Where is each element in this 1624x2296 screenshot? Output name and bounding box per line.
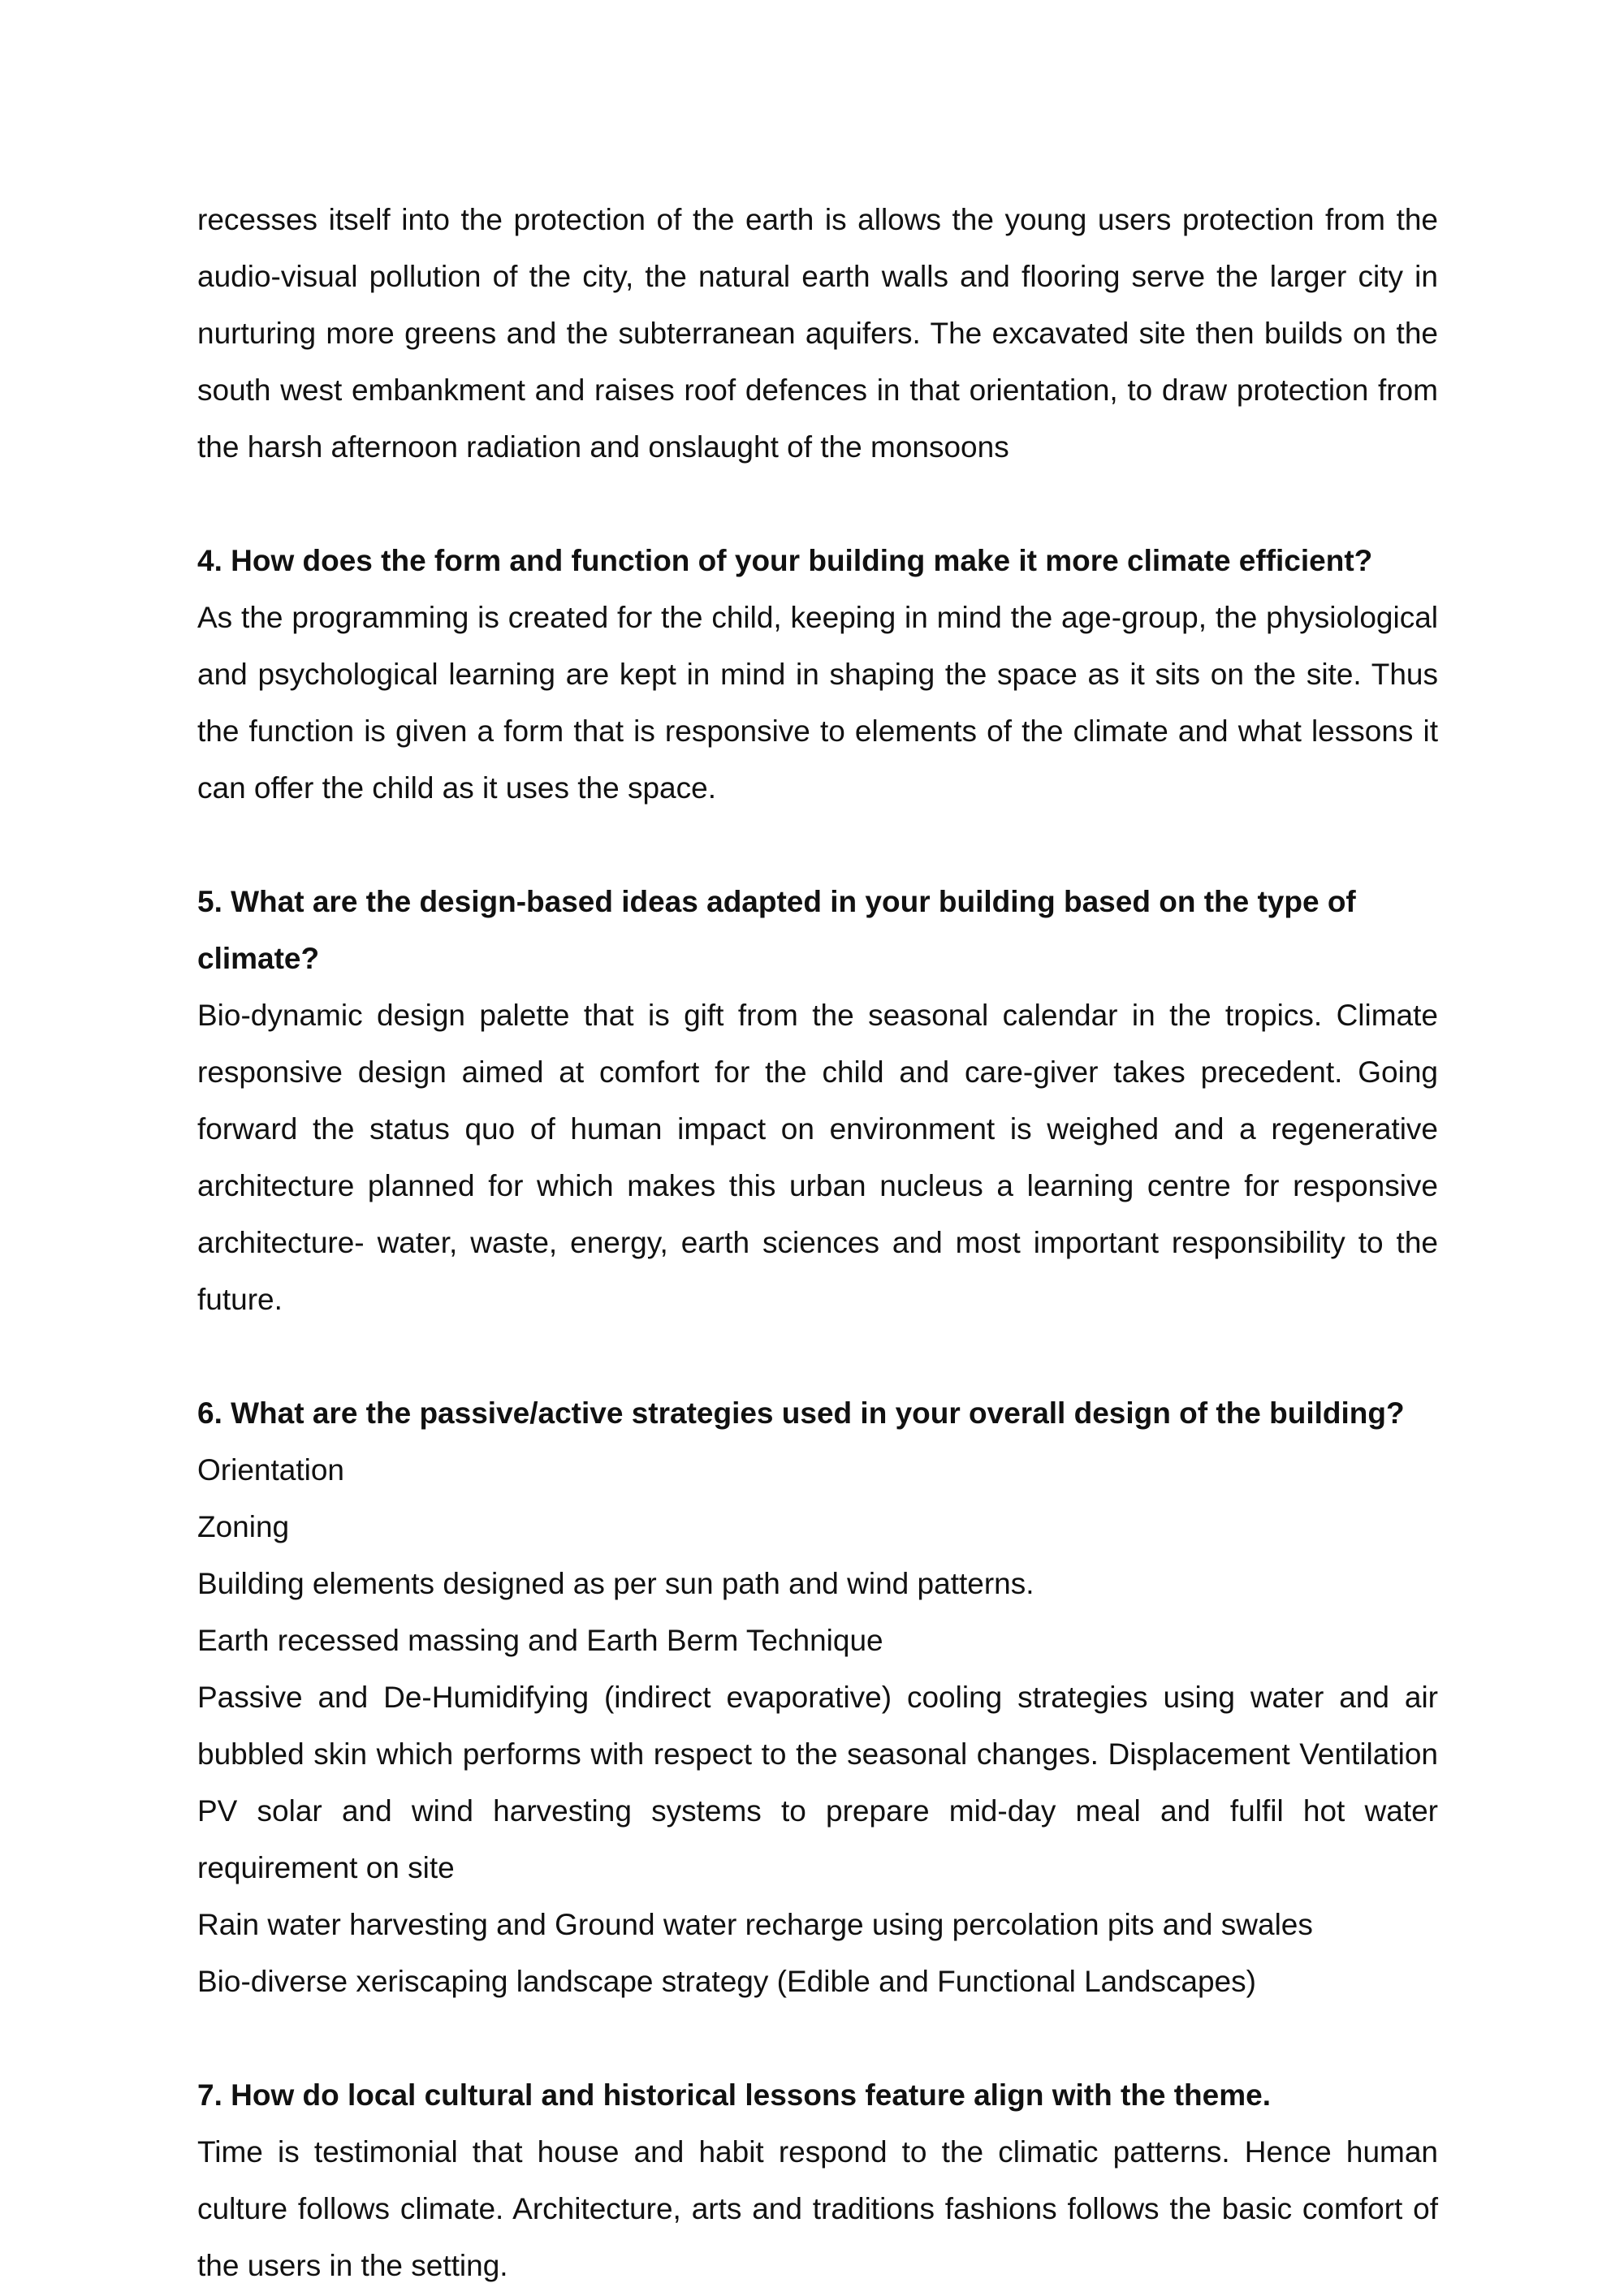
document-page — [197, 192, 1438, 2294]
question-6-heading: 6. What are the passive/active strategies used in your overall design of the building? — [197, 1396, 1405, 1430]
strategy-item-rain-water: Rain water harvesting and Ground water recharge using percolation pits and swales — [197, 1908, 1313, 1941]
question-7-answer: Time is testimonial that house and habit respond to the climatic patterns. Hence human culture follows climate. Architecture, arts and traditions fashions follows the basic comfort of the users in the setting. — [197, 2135, 1438, 2282]
question-4-section — [197, 533, 1438, 817]
question-7-section — [197, 2067, 1438, 2294]
strategy-item-orientation: Orientation — [197, 1453, 344, 1487]
question-5-heading: 5. What are the design-based ideas adapted in your building based on the type of climate? — [197, 885, 1356, 975]
question-5-section — [197, 874, 1438, 1328]
question-4-answer: As the programming is created for the child, keeping in mind the age-group, the physiological and psychological learning are kept in mind in shaping the space as it sits on the site. Thus the function is given a form that is responsive to elements of the climate and what lessons it can offer the child as it uses the space. — [197, 601, 1438, 805]
strategy-item-cooling: Passive and De-Humidifying (indirect evaporative) cooling strategies using water and air bubbled skin which performs with respect to the seasonal changes. Displacement Ventilation PV solar and wind harvesting systems to prepare mid-day meal and fulfil hot water requirement on site — [197, 1681, 1438, 1884]
strategy-item-zoning: Zoning — [197, 1510, 290, 1543]
strategy-item-xeriscaping: Bio-diverse xeriscaping landscape strategy (Edible and Functional Landscapes) — [197, 1965, 1256, 1998]
question-5-answer: Bio-dynamic design palette that is gift from the seasonal calendar in the tropics. Climate responsive design aimed at comfort for the child and care-giver takes precedent. Going forward the status quo of human impact on environment is weighed and a regenerative architecture planned for which makes this urban nucleus a learning centre for responsive architecture- water, waste, energy, earth sciences and most important responsibility to the future. — [197, 999, 1438, 1316]
question-6-section — [197, 1385, 1438, 2010]
strategy-list — [197, 1442, 1438, 2010]
question-4-heading: 4. How does the form and function of your building make it more climate efficient? — [197, 544, 1373, 577]
strategy-item-earth-berm: Earth recessed massing and Earth Berm Technique — [197, 1624, 883, 1657]
question-7-heading: 7. How do local cultural and historical lessons feature align with the theme. — [197, 2078, 1271, 2112]
intro-paragraph: recesses itself into the protection of the earth is allows the young users protection from the audio-visual pollution of the city, the natural earth walls and flooring serve the larger city in nurturing more greens and the subterranean aquifers. The excavated site then builds on the south west embankment and raises roof defences in that orientation, to draw protection from the harsh afternoon radiation and onslaught of the monsoons — [197, 203, 1438, 464]
strategy-item-building-elements: Building elements designed as per sun path and wind patterns. — [197, 1567, 1034, 1600]
